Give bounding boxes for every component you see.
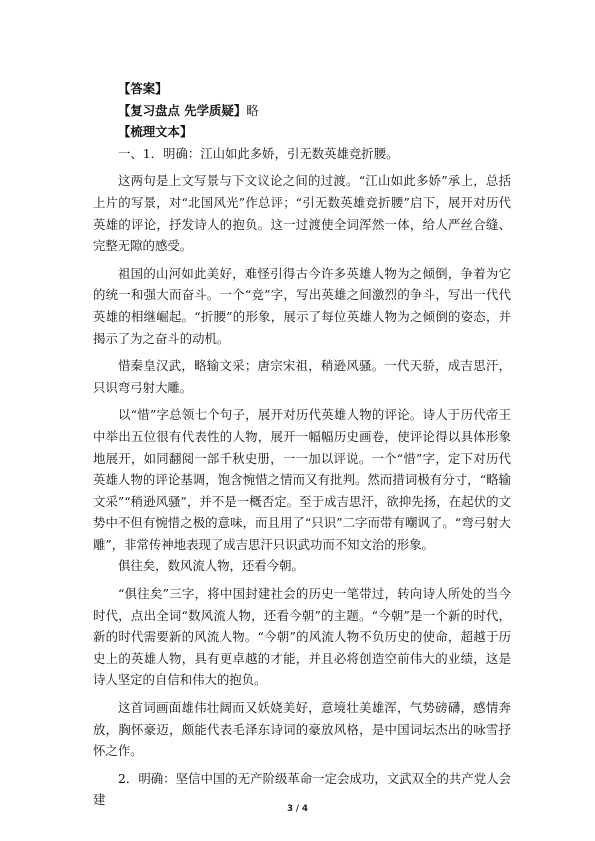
paragraph-5: 以“惜”字总领七个句子，展开对历代英雄人物的评论。诗人于历代帝王中举出五位很有代表性的人物，展开一幅幅历史画卷，使评论得以具体形象地展开，如同翻阅一部千秋史册，一一加以评说。一个“惜”字，定下对历代英雄人物的评论基调，饱含惋惜之情而又有批判。然而措词极有分寸，“略输文采”“稍逊风骚”，并不是一概否定。至于成吉思汗，欲抑先扬，在起伏的文势中不但有惋惜之极的意味，而且用了“只识”二字而带有嘲讽了。“弯弓射大雕”，非常传神地表现了成吉思汗只识武功而不知文治的形象。 — [93, 407, 511, 552]
answer-heading: 【答案】 — [118, 81, 168, 96]
sort-text-heading: 【梳理文本】 — [118, 124, 193, 140]
paragraph-3: 祖国的山河如此美好，难怪引得古今许多英雄人物为之倾倒，争着为它的统一和强大而奋斗。一个“竞”字，写出英雄之间激烈的争斗，写出一代代英雄的相继崛起。“折腰”的形象，展示了每位英雄人物为之倾倒的姿态，并揭示了为之奋斗的动机。 — [93, 265, 511, 346]
paragraph-8: 这首词画面雄伟壮阔而又妖娆美好，意境壮美雄浑，气势磅礴，感情奔放，胸怀豪迈，颇能代表毛泽东诗词的豪放风格，是中国词坛杰出的咏雪抒怀之作。 — [93, 700, 511, 759]
paragraph-9: 2．明确：坚信中国的无产阶级革命一定会成功，文武双全的共产党人会建 — [93, 770, 511, 808]
paragraph-4: 惜秦皇汉武，略输文采；唐宗宋祖，稍逊风骚。一代天骄，成吉思汗，只识弯弓射大雕。 — [93, 358, 511, 395]
review-heading — [93, 100, 511, 122]
paragraph-1: 一、1．明确：江山如此多娇，引无数英雄竞折腰。 — [118, 145, 399, 161]
review-heading-note: 略 — [246, 102, 259, 118]
review-heading-title: 【复习盘点 先学质疑】 — [118, 102, 247, 118]
paragraph-7: “俱往矣”三字，将中国封建社会的历史一笔带过，转向诗人所处的当今时代，点出全词“数风流人物，还看今朝”的主题。“今朝”是一个新的时代，新的时代需要新的风流人物。“今朝”的风流人物不负历史的使命，超越于历史上的英雄人物，具有更卓越的才能，并且必将创造空前伟大的业绩，这是诗人坚定的自信和伟大的抱负。 — [93, 586, 511, 688]
paragraph-6: 俱往矣，数风流人物，还看今朝。 — [118, 558, 304, 574]
paragraph-2: 这两句是上文写景与下文议论之间的过渡。“江山如此多娇”承上，总括上片的写景，对“北国风光”作总评；“引无数英雄竞折腰”启下，展开对历代英雄的评论，抒发诗人的抱负。这一过渡使全词浑然一体，给人严丝合缝、完整无隙的感受。 — [93, 173, 511, 254]
page-number: 3 / 4 — [287, 804, 308, 814]
answer-section — [93, 78, 511, 811]
